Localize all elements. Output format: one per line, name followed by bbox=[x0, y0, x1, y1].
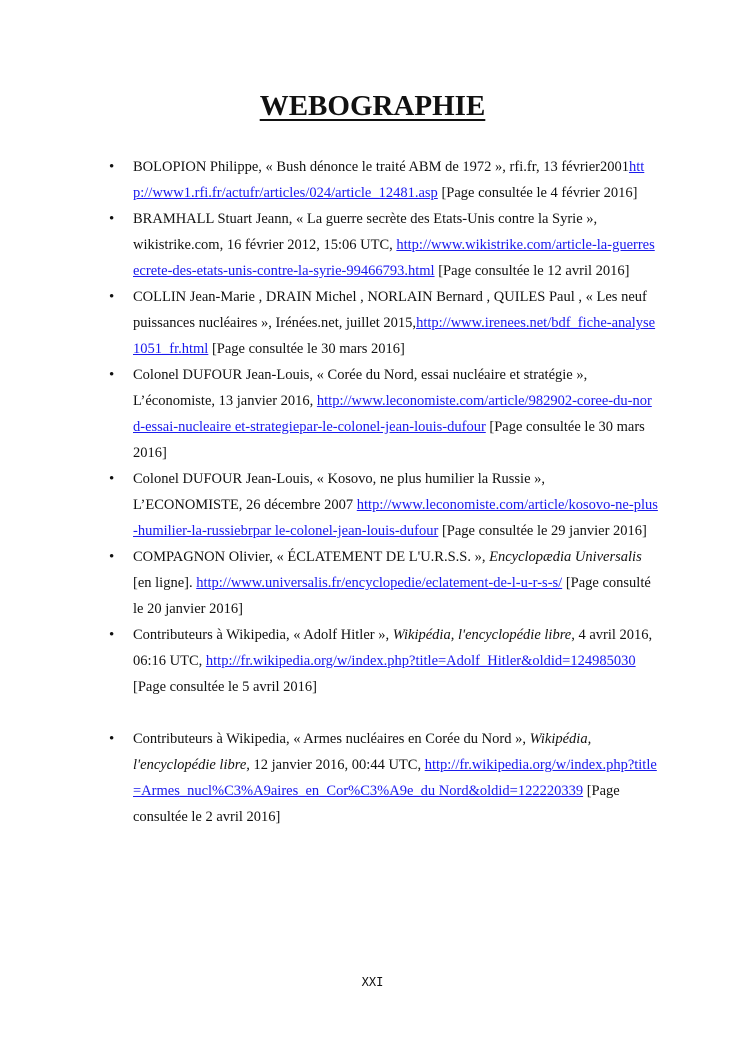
reference-link[interactable]: http://www.universalis.fr/encyclopedie/eclatement-de-l-u-r-s-s/ bbox=[196, 575, 563, 591]
reference-text: Colonel DUFOUR Jean-Louis, « Kosovo, ne plus humilier la Russie », L’ECONOMISTE, 26 décembre 2007 bbox=[133, 471, 546, 513]
reference-text: BOLOPION Philippe, « Bush dénonce le traité ABM de 1972 », rfi.fr, 13 février2001 bbox=[133, 159, 629, 175]
reference-item bbox=[0, 466, 658, 544]
reference-source-title: Encyclopædia Universalis bbox=[489, 549, 642, 565]
reference-consulted: [Page consultée le 4 février 2016] bbox=[437, 185, 638, 201]
reference-details: 4 avril 2016, 06:16 UTC, bbox=[133, 627, 653, 669]
reference-item bbox=[0, 544, 658, 622]
reference-item bbox=[0, 726, 658, 830]
reference-text: Colonel DUFOUR Jean-Louis, « Corée du Nord, essai nucléaire et stratégie », L’économiste, 13 janvier 2016, bbox=[133, 367, 588, 409]
reference-source-title: Wikipédia, l'encyclopédie libre, bbox=[133, 731, 592, 773]
reference-link[interactable]: http://www1.rfi.fr/actufr/articles/024/article_12481.asp bbox=[133, 159, 645, 201]
reference-consulted: [Page consultée le 2 avril 2016] bbox=[133, 783, 620, 825]
reference-link[interactable]: http://www.leconomiste.com/article/982902-coree-du-nord-essai-nucleaire et-strategiepar-le-colonel-jean-louis-dufour bbox=[133, 393, 652, 435]
reference-consulted: [Page consultée le 5 avril 2016] bbox=[133, 679, 318, 695]
reference-consulted: [Page consultée le 30 mars 2016] bbox=[208, 341, 405, 357]
reference-consulted: [Page consulté le 20 janvier 2016] bbox=[133, 575, 651, 617]
reference-text: COMPAGNON Olivier, « ÉCLATEMENT DE L'U.R.S.S. », bbox=[133, 549, 490, 565]
reference-link[interactable]: http://www.wikistrike.com/article-la-guerresecrete-des-etats-unis-contre-la-syrie-99466793.html bbox=[133, 237, 655, 279]
reference-item bbox=[0, 622, 658, 700]
reference-link[interactable]: http://fr.wikipedia.org/w/index.php?title=Armes_nucl%C3%A9aires_en_Cor%C3%A9e_du Nord&oldid=122220339 bbox=[133, 757, 657, 799]
reference-text: Contributeurs à Wikipedia, « Adolf Hitler », bbox=[133, 627, 393, 643]
reference-item bbox=[0, 154, 658, 206]
page-number: XXI bbox=[361, 975, 384, 989]
reference-text: BRAMHALL Stuart Jeann, « La guerre secrète des Etats-Unis contre la Syrie », wikistrike.com, 16 février 2012, 15:06 UTC, bbox=[133, 211, 598, 253]
reference-list bbox=[0, 154, 745, 830]
reference-link[interactable]: http://fr.wikipedia.org/w/index.php?title=Adolf_Hitler&oldid=124985030 bbox=[205, 653, 636, 669]
page-title: WEBOGRAPHIE bbox=[259, 90, 486, 122]
reference-details: [en ligne]. bbox=[133, 575, 197, 591]
reference-consulted: [Page consultée le 12 avril 2016] bbox=[434, 263, 630, 279]
reference-item bbox=[0, 206, 658, 284]
reference-item bbox=[0, 284, 658, 362]
reference-item bbox=[0, 362, 658, 466]
reference-link[interactable]: http://www.leconomiste.com/article/kosovo-ne-plus-humilier-la-russiebrpar le-colonel-jean-louis-dufour bbox=[133, 497, 658, 539]
reference-text: COLLIN Jean-Marie , DRAIN Michel , NORLAIN Bernard , QUILES Paul , « Les neuf puissances nucléaires », Irénées.net, juillet 2015, bbox=[133, 289, 647, 331]
reference-text: Contributeurs à Wikipedia, « Armes nucléaires en Corée du Nord », bbox=[133, 731, 530, 747]
reference-source-title: Wikipédia, l'encyclopédie libre, bbox=[392, 627, 575, 643]
reference-link[interactable]: http://www.irenees.net/bdf_fiche-analyse 1051_fr.html bbox=[133, 315, 656, 357]
reference-consulted: [Page consultée le 29 janvier 2016] bbox=[438, 523, 647, 539]
reference-consulted: [Page consultée le 30 mars 2016] bbox=[133, 419, 645, 461]
reference-details: 12 janvier 2016, 00:44 UTC, bbox=[249, 757, 425, 773]
